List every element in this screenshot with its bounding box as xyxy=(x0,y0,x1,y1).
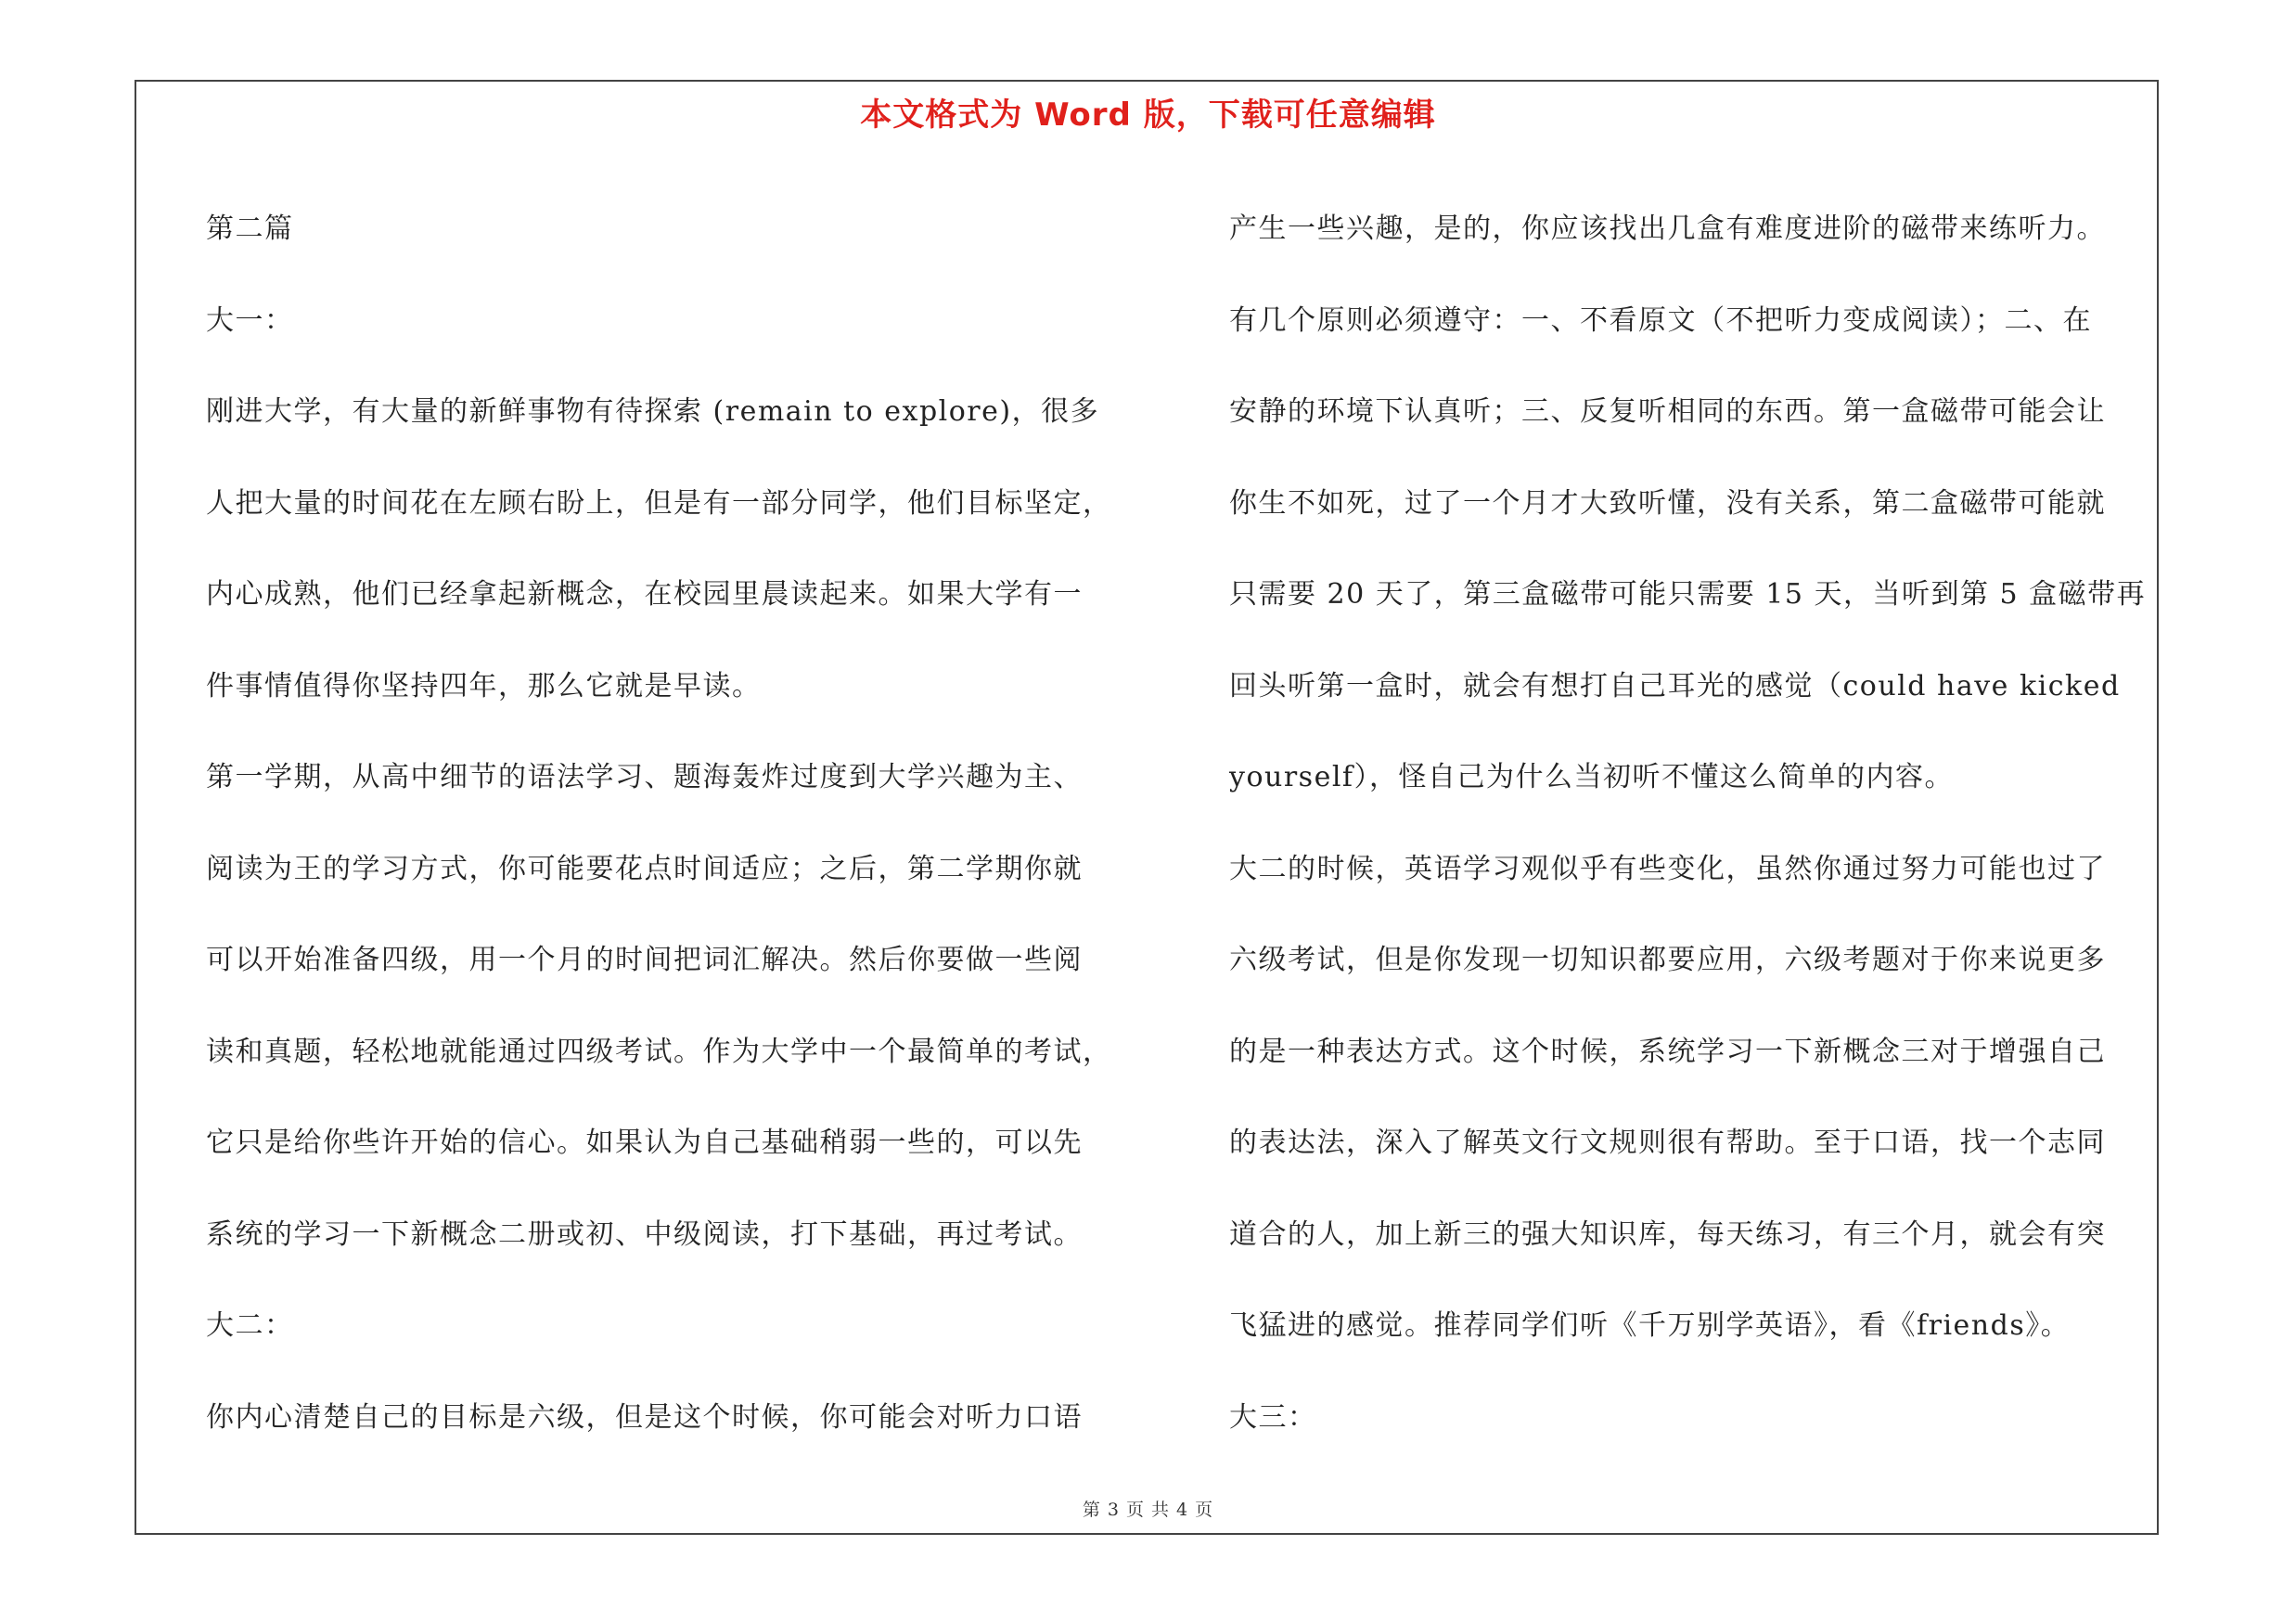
paragraph-line: 安静的环境下认真听；三、反复听相同的东西。第一盒磁带可能会让 xyxy=(1229,395,2106,428)
paragraph-line: 的表达法，深入了解英文行文规则很有帮助。至于口语，找一个志同 xyxy=(1229,1127,2106,1159)
format-notice-banner: 本文格式为 Word 版，下载可任意编辑 xyxy=(860,97,1436,134)
paragraph-line: 飞猛进的感觉。推荐同学们听《千万别学英语》，看《friends》。 xyxy=(1229,1309,2071,1342)
subheading-sophomore: 大二： xyxy=(206,1309,294,1342)
paragraph-line: 人把大量的时间花在左顾右盼上，但是有一部分同学，他们目标坚定， xyxy=(206,486,1112,520)
paragraph-line: 你内心清楚自己的目标是六级，但是这个时候，你可能会对听力口语 xyxy=(206,1400,1083,1434)
paragraph-line: 的是一种表达方式。这个时候，系统学习一下新概念三对于增强自己 xyxy=(1229,1035,2106,1068)
paragraph-line: 产生一些兴趣，是的，你应该找出几盒有难度进阶的磁带来练听力。 xyxy=(1229,213,2106,245)
paragraph-line: 六级考试，但是你发现一切知识都要应用，六级考题对于你来说更多 xyxy=(1229,944,2106,976)
paragraph-line: 读和真题，轻松地就能通过四级考试。作为大学中一个最简单的考试， xyxy=(206,1035,1112,1068)
section-heading: 第二篇 xyxy=(206,213,294,245)
paragraph-line: 大二的时候，英语学习观似乎有些变化，虽然你通过努力可能也过了 xyxy=(1229,852,2106,885)
paragraph-line: 件事情值得你坚持四年，那么它就是早读。 xyxy=(206,669,762,702)
page-number-footer: 第 3 页 共 4 页 xyxy=(1082,1500,1214,1520)
paragraph-line: 刚进大学，有大量的新鲜事物有待探索 (remain to explore)，很多 xyxy=(206,395,1100,428)
paragraph-line: yourself），怪自己为什么当初听不懂这么简单的内容。 xyxy=(1229,761,1955,793)
paragraph-line: 系统的学习一下新概念二册或初、中级阅读，打下基础，再过考试。 xyxy=(206,1217,1083,1251)
paragraph-line: 回头听第一盒时，就会有想打自己耳光的感觉（could have kicked xyxy=(1229,669,2121,702)
paragraph-line: 第一学期，从高中细节的语法学习、题海轰炸过度到大学兴趣为主、 xyxy=(206,761,1083,793)
subheading-freshman: 大一： xyxy=(206,303,294,337)
paragraph-line: 只需要 20 天了，第三盒磁带可能只需要 15 天，当听到第 5 盒磁带再 xyxy=(1229,578,2147,611)
paragraph-line: 道合的人，加上新三的强大知识库，每天练习，有三个月，就会有突 xyxy=(1229,1217,2106,1251)
subheading-junior: 大三： xyxy=(1229,1400,1317,1434)
paragraph-line: 可以开始准备四级，用一个月的时间把词汇解决。然后你要做一些阅 xyxy=(206,944,1083,976)
paragraph-line: 阅读为王的学习方式，你可能要花点时间适应；之后，第二学期你就 xyxy=(206,852,1083,885)
paragraph-line: 它只是给你些许开始的信心。如果认为自己基础稍弱一些的，可以先 xyxy=(206,1127,1083,1159)
paragraph-line: 有几个原则必须遵守：一、不看原文（不把听力变成阅读）；二、在 xyxy=(1229,303,2092,337)
paragraph-line: 内心成熟，他们已经拿起新概念，在校园里晨读起来。如果大学有一 xyxy=(206,578,1083,611)
left-text-column xyxy=(206,184,1161,1463)
paragraph-line: 你生不如死，过了一个月才大致听懂，没有关系，第二盒磁带可能就 xyxy=(1229,486,2106,520)
right-text-column xyxy=(1229,184,2175,1463)
